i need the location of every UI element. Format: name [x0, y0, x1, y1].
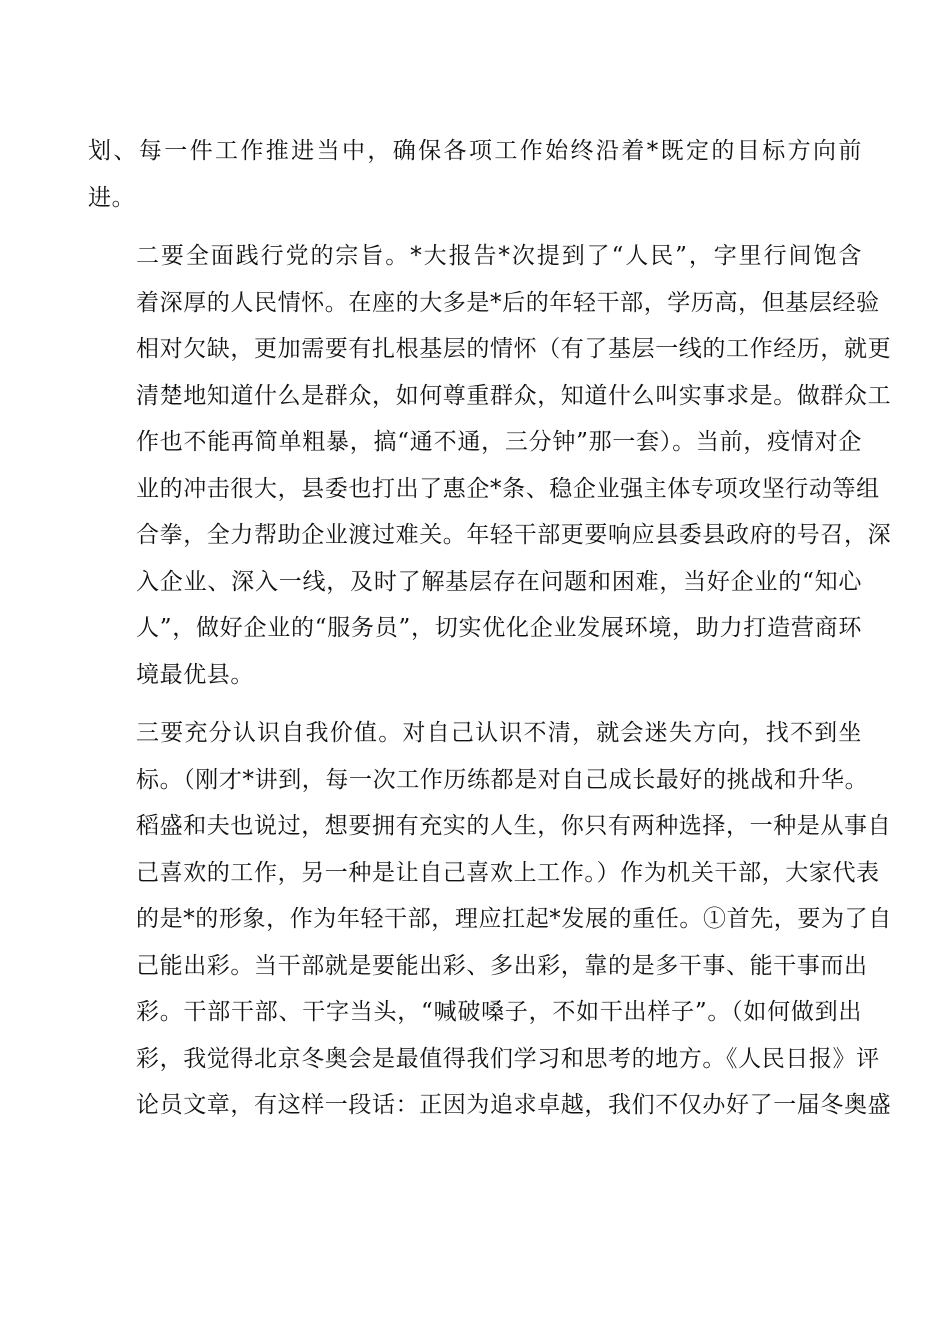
text-line: 相对欠缺，更加需要有扎根基层的情怀（有了基层一线的工作经历，就更: [136, 336, 892, 362]
paragraph-3: [88, 710, 892, 1129]
text-line: 彩。干部干部、干字当头，“喊破嗓子，不如干出样子”。（如何做到出: [136, 999, 862, 1025]
text-line: 入企业、深入一线，及时了解基层存在问题和困难，当好企业的“知心: [136, 568, 862, 595]
text-line: 的是*的形象，作为年轻干部，理应扛起*发展的重任。①首先，要为了自: [136, 906, 892, 932]
paragraph-1: [88, 128, 862, 221]
text-line: 二要全面践行党的宗旨。*大报告*次提到了“人民”，字里行间饱含: [136, 243, 862, 269]
text-line: 己喜欢的工作，另一种是让自己喜欢上工作。）作为机关干部，大家代表: [136, 859, 880, 886]
text-line: 作也不能再简单粗暴，搞“通不通，三分钟”那一套）。当前，疫情对企: [136, 429, 862, 455]
text-line: 稻盛和夫也说过，想要拥有充实的人生，你只有两种选择，一种是从事自: [136, 813, 892, 839]
paragraph-2: [88, 233, 892, 698]
text-line: 清楚地知道什么是群众，如何尊重群众，知道什么叫实事求是。做群众工: [136, 382, 892, 409]
text-line: 彩，我觉得北京冬奥会是最值得我们学习和思考的地方。《人民日报》评: [136, 1045, 880, 1072]
text-line: 己能出彩。当干部就是要能出彩、多出彩，靠的是多干事、能干事而出: [136, 952, 868, 979]
text-line: 三要充分认识自我价值。对自己认识不清，就会迷失方向，找不到坐: [136, 720, 862, 746]
text-line: 业的冲击很大，县委也打出了惠企*条、稳企业强主体专项攻坚行动等组: [136, 475, 880, 502]
text-line: 着深厚的人民情怀。在座的大多是*后的年轻干部，学历高，但基层经验: [136, 289, 880, 316]
text-line: 进。: [88, 184, 136, 211]
text-line: 境最优县。: [136, 661, 254, 688]
text-line: 人”，做好企业的“服务员”，切实优化企业发展环境，助力打造营商环: [136, 615, 862, 641]
text-line: 标。（刚才*讲到，每一次工作历练都是对自己成长最好的挑战和升华。: [136, 766, 869, 793]
text-line: 合拳，全力帮助企业渡过难关。年轻干部更要响应县委县政府的号召，深: [136, 522, 892, 548]
text-line: 论员文章，有这样一段话：正因为追求卓越，我们不仅办好了一届冬奥盛: [136, 1092, 892, 1118]
document-body: [88, 128, 892, 1141]
text-line: 划、每一件工作推进当中，确保各项工作始终沿着*既定的目标方向前: [88, 138, 862, 164]
